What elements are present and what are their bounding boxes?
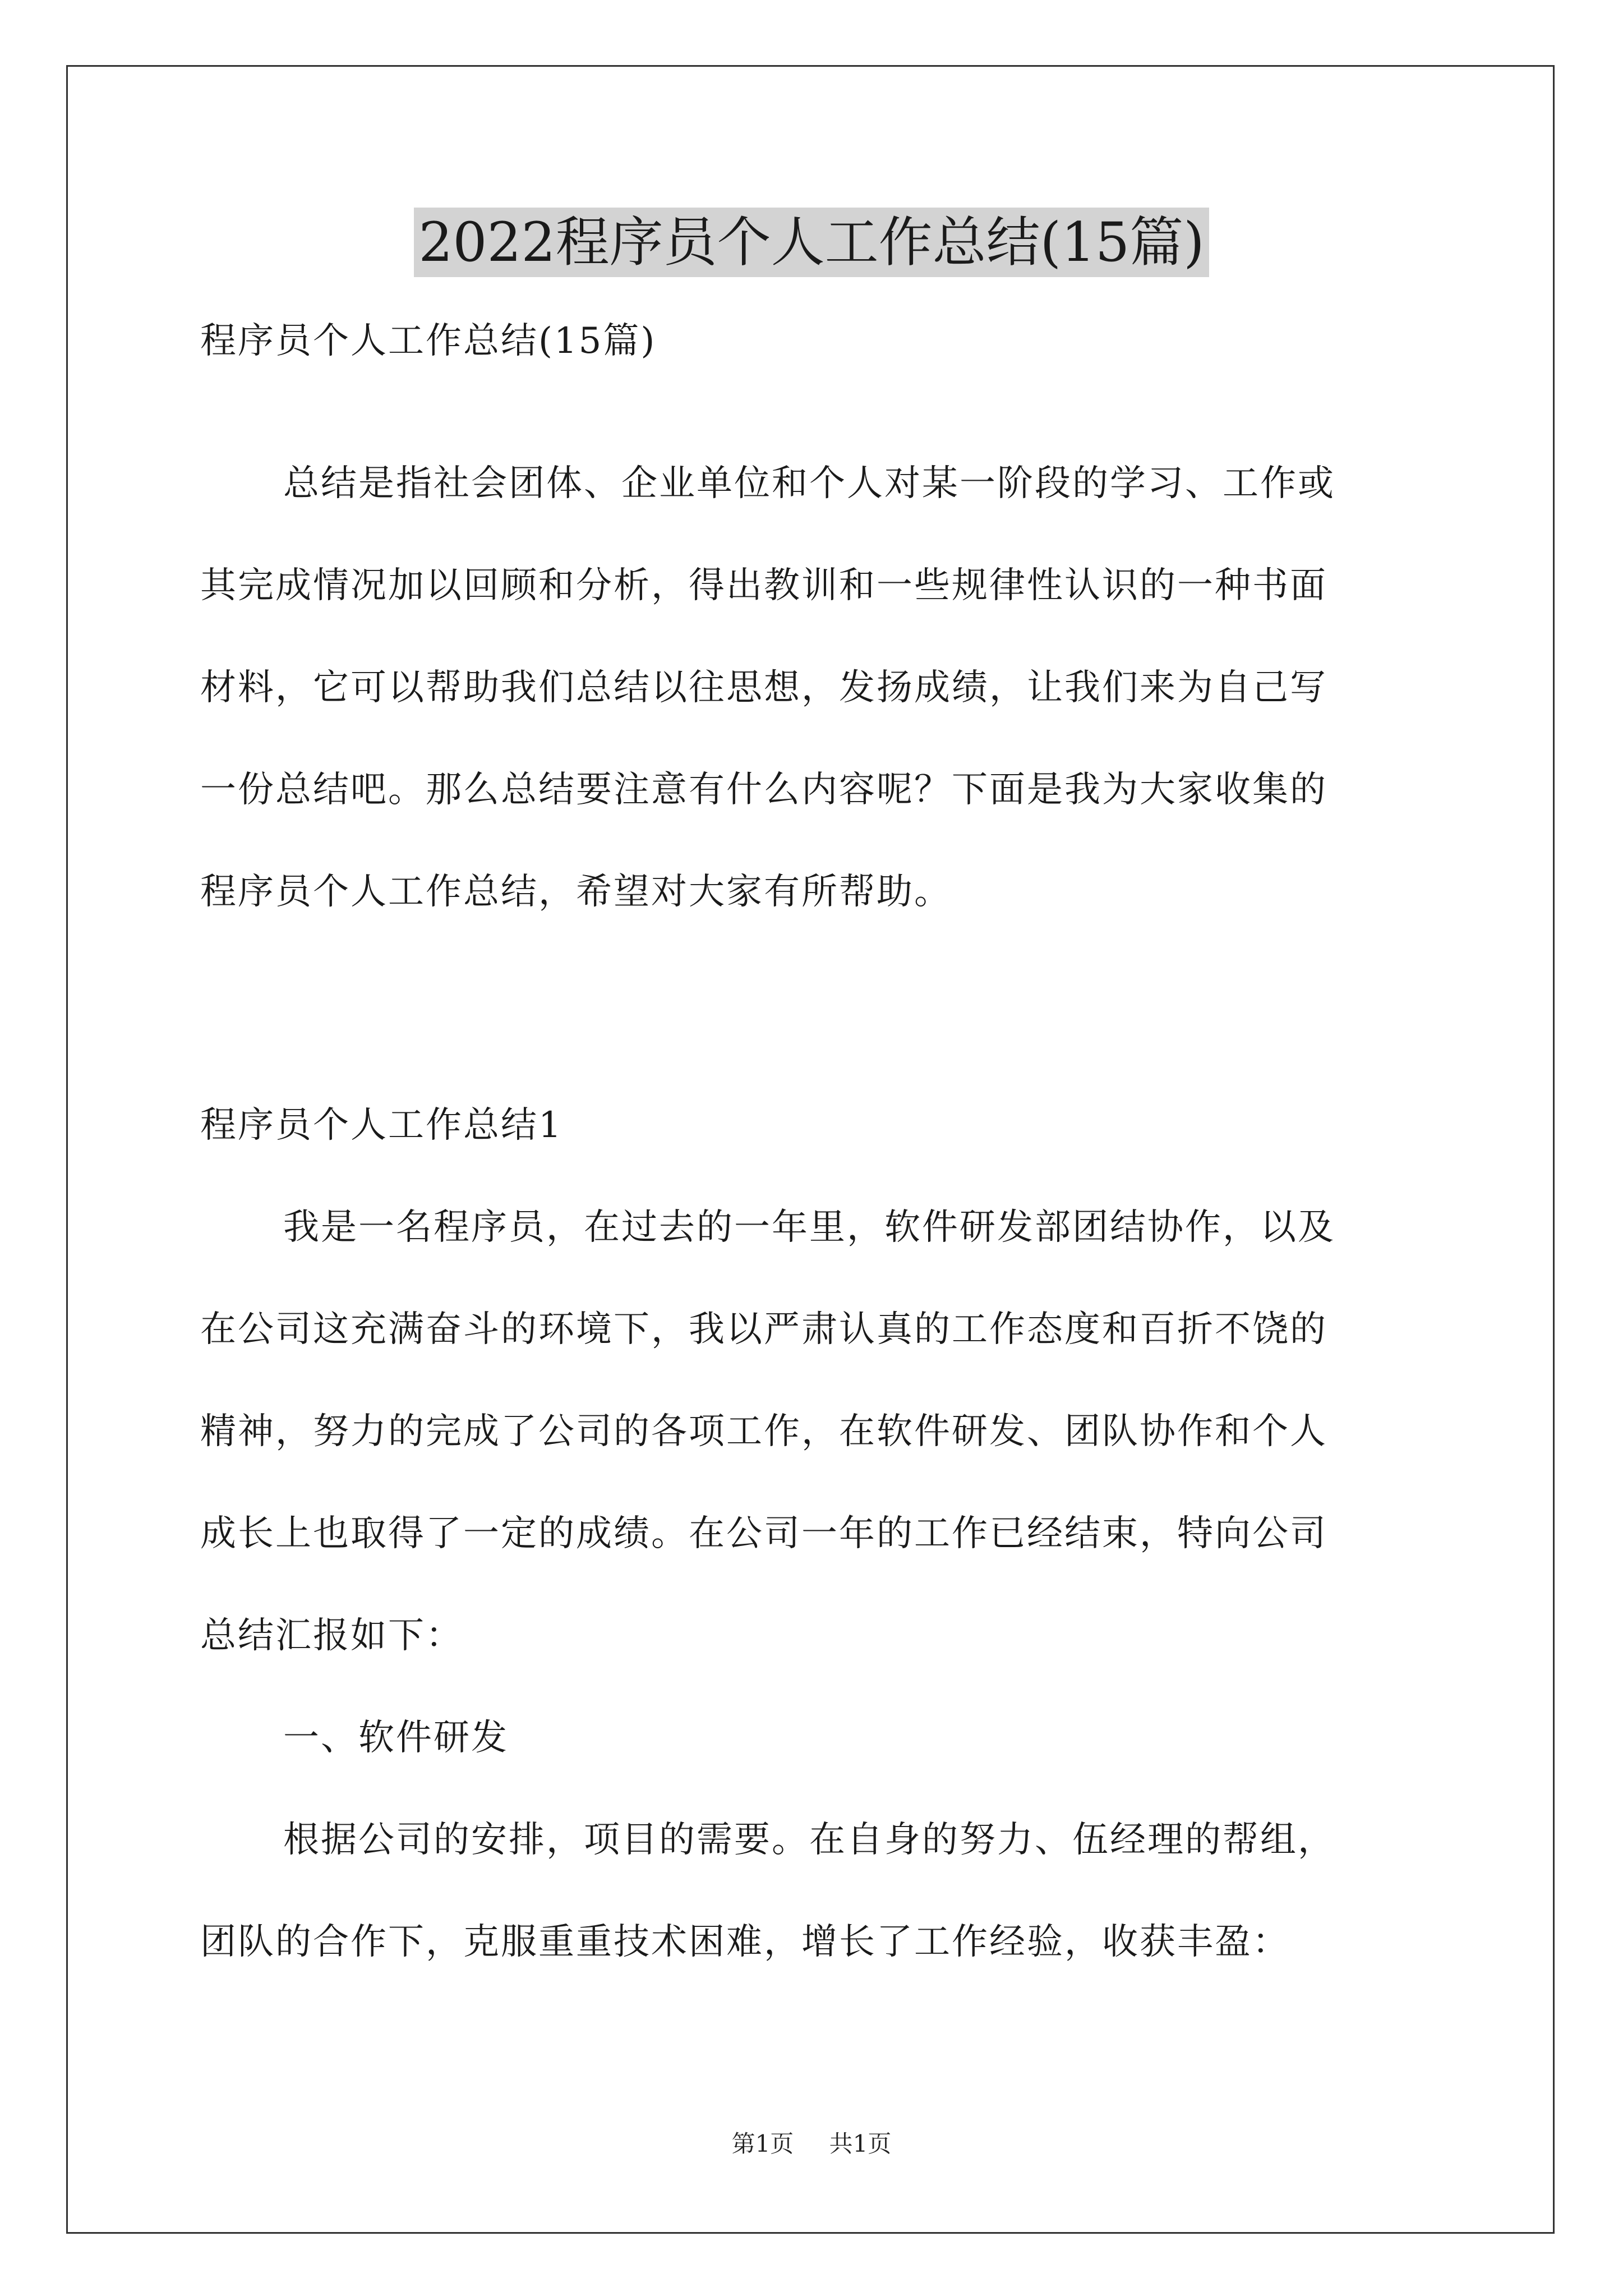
section1-line-2: 在公司这充满奋斗的环境下，我以严肃认真的工作态度和百折不饶的 — [200, 1309, 1327, 1350]
section-heading-1: 程序员个人工作总结1 — [200, 1105, 563, 1146]
intro-line-5: 程序员个人工作总结，希望对大家有所帮助。 — [200, 871, 952, 913]
document-title — [0, 203, 1623, 282]
intro-line-4: 一份总结吧。那么总结要注意有什么内容呢？下面是我为大家收集的 — [200, 769, 1327, 811]
intro-line-1: 总结是指社会团体、企业单位和个人对某一阶段的学习、工作或 — [283, 463, 1335, 504]
intro-line-3: 材料，它可以帮助我们总结以往思想，发扬成绩，让我们来为自己写 — [200, 667, 1327, 708]
para-line-1: 根据公司的安排，项目的需要。在自身的努力、伍经理的帮组， — [283, 1819, 1335, 1861]
section1-line-3: 精神，努力的完成了公司的各项工作，在软件研发、团队协作和个人 — [200, 1411, 1327, 1452]
para-line-2: 团队的合作下，克服重重技术困难，增长了工作经验，收获丰盈： — [200, 1921, 1290, 1963]
document-subtitle: 程序员个人工作总结(15篇) — [200, 320, 657, 362]
subheading-software-dev: 一、软件研发 — [283, 1717, 509, 1759]
section1-line-4: 成长上也取得了一定的成绩。在公司一年的工作已经结束，特向公司 — [200, 1513, 1327, 1554]
section1-line-5: 总结汇报如下： — [200, 1615, 463, 1657]
intro-line-2: 其完成情况加以回顾和分析，得出教训和一些规律性认识的一种书面 — [200, 565, 1327, 606]
document-title-text: 2022程序员个人工作总结(15篇) — [414, 208, 1209, 277]
section1-line-1: 我是一名程序员，在过去的一年里，软件研发部团结协作，以及 — [283, 1207, 1335, 1248]
page-border — [66, 65, 1555, 2234]
page-number-total: 共1页 — [829, 2130, 892, 2157]
page-number-current: 第1页 — [731, 2130, 794, 2157]
page-footer — [0, 2127, 1623, 2161]
